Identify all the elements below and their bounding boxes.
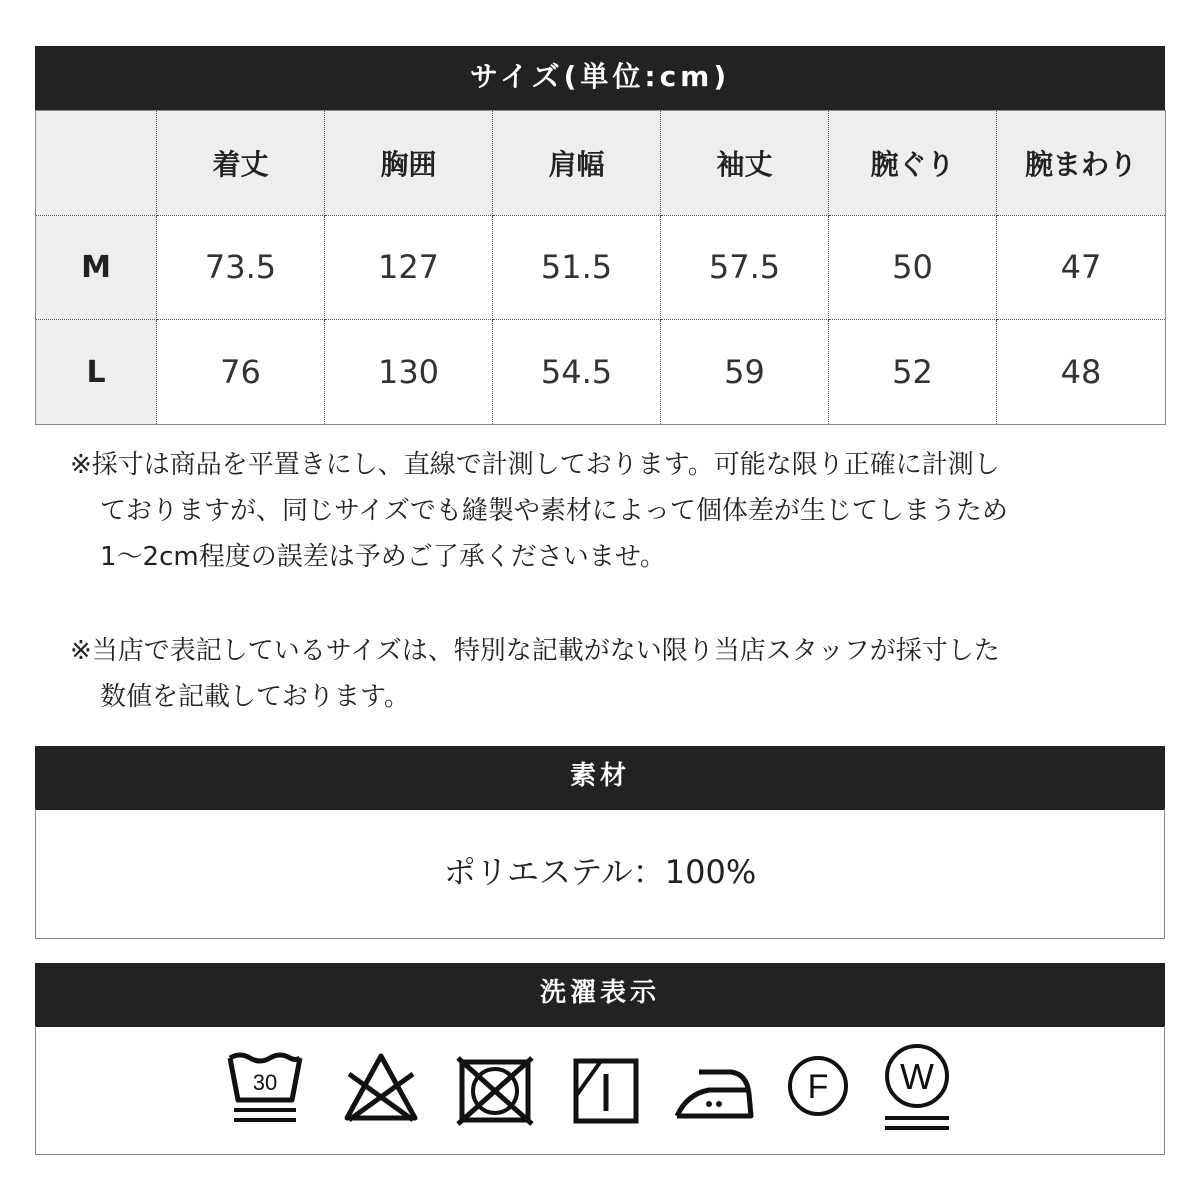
care-icons-box xyxy=(35,1026,1165,1155)
column-header: 袖丈 xyxy=(661,111,829,216)
wetclean-letter: W xyxy=(900,1056,934,1097)
table-cell: 50 xyxy=(829,215,997,320)
note-line: ※採寸は商品を平置きにし、直線で計測しております。可能な限り正確に計測し xyxy=(70,450,1000,480)
table-row xyxy=(36,320,1166,425)
table-cell: 51.5 xyxy=(493,215,661,320)
line-dry-shade-icon xyxy=(571,1056,641,1126)
note-line: ※当店で表記しているサイズは、特別な記載がない限り当店スタッフが採寸した xyxy=(70,636,1000,666)
size-section-header xyxy=(35,46,1165,110)
care-section-header xyxy=(35,963,1165,1027)
material-content: ポリエステル：100% xyxy=(443,853,757,891)
wash-temperature: 30 xyxy=(252,1070,278,1095)
size-section-title: サイズ(単位:cm) xyxy=(469,60,731,93)
wetclean-w-gentle-icon xyxy=(881,1042,953,1134)
dryclean-f-icon xyxy=(786,1054,850,1118)
corner-cell xyxy=(36,111,157,216)
size-table xyxy=(35,110,1166,425)
column-header: 腕まわり xyxy=(997,111,1166,216)
note-line: ておりますが、同じサイズでも縫製や素材によって個体差が生じてしまうため xyxy=(100,496,1008,526)
column-header: 着丈 xyxy=(157,111,325,216)
row-label: L xyxy=(36,320,157,425)
material-section-title: 素材 xyxy=(569,761,630,791)
table-cell: 57.5 xyxy=(661,215,829,320)
size-table-header-row xyxy=(36,111,1166,216)
no-bleach-icon xyxy=(341,1050,421,1126)
table-cell: 73.5 xyxy=(157,215,325,320)
measurement-note xyxy=(70,442,1150,580)
table-row xyxy=(36,215,1166,320)
size-notation-note xyxy=(70,628,1150,720)
no-tumble-dry-icon xyxy=(456,1056,534,1126)
table-cell: 52 xyxy=(829,320,997,425)
material-section-header xyxy=(35,746,1165,810)
table-cell: 127 xyxy=(325,215,493,320)
table-cell: 47 xyxy=(997,215,1166,320)
row-label: M xyxy=(36,215,157,320)
note-line: 1～2cm程度の誤差は予めご了承くださいませ。 xyxy=(100,542,666,572)
table-cell: 54.5 xyxy=(493,320,661,425)
table-cell: 48 xyxy=(997,320,1166,425)
iron-low-icon xyxy=(673,1064,757,1122)
material-box xyxy=(35,809,1165,939)
column-header: 腕ぐり xyxy=(829,111,997,216)
wash-30-gentle-icon xyxy=(226,1052,306,1132)
column-header: 肩幅 xyxy=(493,111,661,216)
table-cell: 59 xyxy=(661,320,829,425)
table-cell: 76 xyxy=(157,320,325,425)
dryclean-letter: F xyxy=(807,1068,829,1106)
table-cell: 130 xyxy=(325,320,493,425)
care-section-title: 洗濯表示 xyxy=(539,978,660,1008)
column-header: 胸囲 xyxy=(325,111,493,216)
note-line: 数値を記載しております。 xyxy=(100,682,410,712)
